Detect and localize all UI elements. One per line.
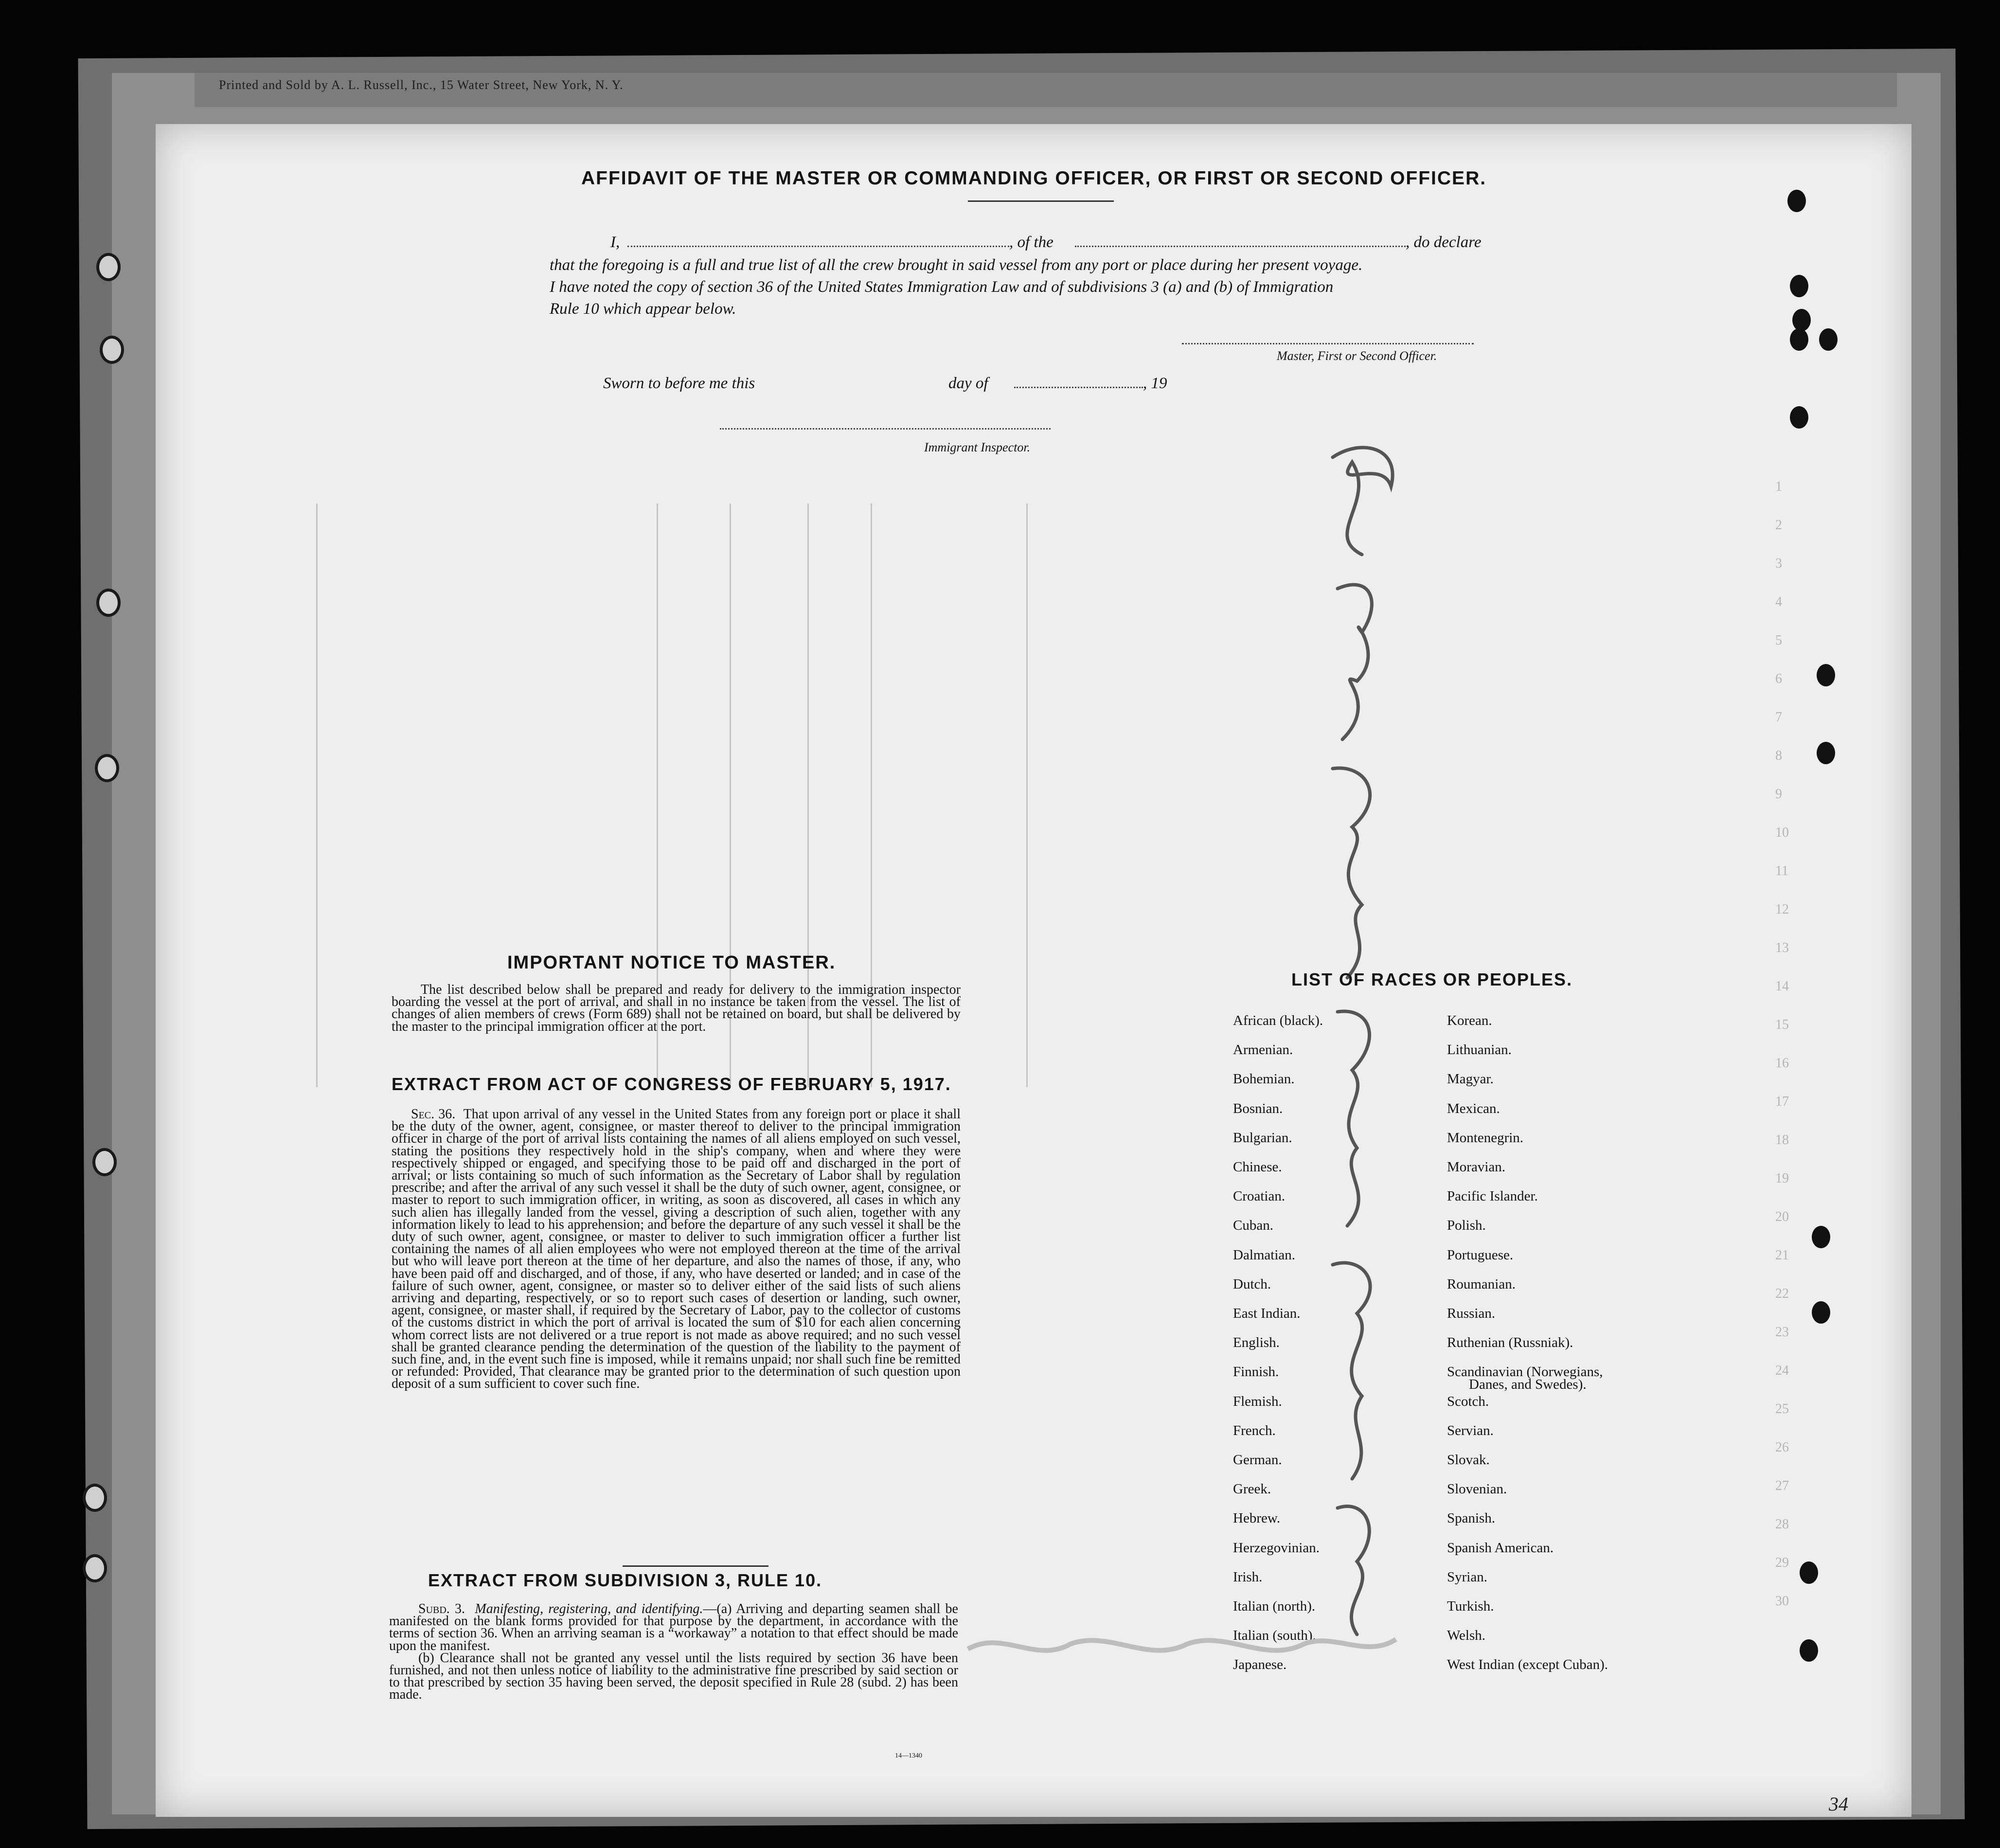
race-right-item: Montenegrin. <box>1447 1130 1524 1146</box>
race-right-item: Syrian. <box>1447 1569 1487 1585</box>
race-left-item: German. <box>1233 1452 1282 1468</box>
race-left-item: Bulgarian. <box>1233 1130 1292 1146</box>
race-right-item: Portuguese. <box>1447 1247 1514 1263</box>
race-left-item: Japanese. <box>1233 1657 1287 1673</box>
margin-row-number: 8 <box>1775 748 1782 763</box>
margin-row-number: 9 <box>1775 787 1782 802</box>
bleed-through-line <box>316 503 318 1087</box>
sworn-label: Sworn to before me this <box>603 375 755 392</box>
race-right-item: Spanish American. <box>1447 1540 1554 1556</box>
race-right-item: Danes, and Swedes). <box>1469 1376 1587 1392</box>
race-right-item: Ruthenian (Russniak). <box>1447 1335 1573 1351</box>
race-left-item: Irish. <box>1233 1569 1263 1585</box>
race-right-item: Servian. <box>1447 1422 1494 1438</box>
margin-row-number: 28 <box>1775 1517 1789 1532</box>
master-signature-blank[interactable] <box>1182 343 1474 344</box>
binding-hole-icon <box>92 1148 117 1176</box>
printer-imprint: Printed and Sold by A. L. Russell, Inc., 15 Water Street, New York, N. Y. <box>219 78 624 92</box>
margin-row-number: 3 <box>1775 556 1782 571</box>
punch-hole-icon <box>1787 190 1806 212</box>
margin-row-number: 26 <box>1775 1440 1789 1455</box>
race-right-item: Welsh. <box>1447 1628 1486 1644</box>
document-page <box>156 124 1911 1817</box>
notice-title: IMPORTANT NOTICE TO MASTER. <box>507 952 836 973</box>
subdivision-para-a: —(a) Arriving and departing seamen shall be manifested on the blank forms provided for that purpose by the department, in accordance with the terms of section 36. When an arriving seaman is a “workaway” a notation to that effect should be made upon the manifest. <box>389 1601 958 1653</box>
race-right-item: Scandinavian (Norwegians, <box>1447 1364 1603 1380</box>
affidavit-of-the-label: , of the <box>1009 233 1054 251</box>
race-right-item: Turkish. <box>1447 1598 1494 1614</box>
extract-act-title: EXTRACT FROM ACT OF CONGRESS OF FEBRUARY 5, 1917. <box>392 1074 951 1094</box>
margin-row-number: 10 <box>1775 825 1789 840</box>
extract-rule-body <box>389 1603 958 1701</box>
race-left-item: African (black). <box>1233 1013 1323 1028</box>
punch-hole-icon <box>1790 406 1808 429</box>
binding-hole-icon <box>83 1484 107 1512</box>
margin-row-number: 13 <box>1775 940 1789 955</box>
name-blank[interactable] <box>627 246 1009 247</box>
margin-row-number: 5 <box>1775 633 1782 648</box>
punch-hole-icon <box>1792 309 1811 331</box>
race-left-item: Dalmatian. <box>1233 1247 1296 1263</box>
punch-hole-icon <box>1817 742 1835 764</box>
margin-row-number: 21 <box>1775 1248 1789 1263</box>
margin-row-number: 24 <box>1775 1363 1789 1378</box>
subdivision-label: Subd. 3. <box>418 1601 465 1616</box>
race-right-item: Mexican. <box>1447 1100 1500 1116</box>
margin-row-number: 16 <box>1775 1056 1789 1071</box>
race-right-item: Spanish. <box>1447 1510 1496 1526</box>
extract-act-body <box>392 1108 961 1390</box>
margin-row-number: 14 <box>1775 979 1789 994</box>
punch-hole-icon <box>1800 1639 1818 1662</box>
race-left-item: Cuban. <box>1233 1218 1273 1234</box>
affidavit-declare-label: , do declare <box>1406 233 1482 251</box>
margin-row-number: 19 <box>1775 1171 1789 1186</box>
punch-hole-icon <box>1812 1226 1830 1248</box>
bleed-through-line <box>1026 503 1028 1087</box>
margin-row-number: 15 <box>1775 1017 1789 1032</box>
race-right-item: Pacific Islander. <box>1447 1188 1538 1204</box>
subdivision-para-b: (b) Clearance shall not be granted any vessel until the lists required by section 36 have been furnished, and not then unless notice of liability to the administrative fine prescribed by said section or to that prescribed by section 35 having been served, the deposit specified in Rule 28 (subd. 2) has been made. <box>389 1650 958 1703</box>
margin-row-number: 17 <box>1775 1094 1789 1109</box>
race-left-item: Dutch. <box>1233 1276 1271 1292</box>
margin-row-number: 11 <box>1775 863 1788 879</box>
race-right-item: Scotch. <box>1447 1393 1489 1409</box>
race-right-item: West Indian (except Cuban). <box>1447 1657 1608 1673</box>
races-title: LIST OF RACES OR PEOPLES. <box>1291 969 1573 989</box>
corner-page-mark: 34 <box>1829 1793 1848 1815</box>
affidavit-line-4: Rule 10 which appear below. <box>550 300 736 318</box>
race-right-item: Slovak. <box>1447 1452 1490 1468</box>
title-rule <box>968 200 1114 202</box>
race-left-item: Herzegovinian. <box>1233 1540 1320 1556</box>
inspector-signature-label: Immigrant Inspector. <box>924 440 1031 454</box>
race-left-item: Armenian. <box>1233 1042 1293 1058</box>
subdivision-heading: Manifesting, registering, and identifying. <box>475 1601 703 1616</box>
bottom-scrawl-mark <box>963 1620 1401 1673</box>
form-number: 14—1340 <box>895 1752 922 1759</box>
margin-row-number: 7 <box>1775 710 1782 725</box>
race-left-item: Finnish. <box>1233 1364 1279 1380</box>
race-left-item: Chinese. <box>1233 1159 1282 1175</box>
affidavit-title: AFFIDAVIT OF THE MASTER OR COMMANDING OFFICER, OR FIRST OR SECOND OFFICER. <box>581 168 1487 189</box>
race-left-item: Italian (north). <box>1233 1598 1316 1614</box>
race-left-item: Croatian. <box>1233 1188 1286 1204</box>
binding-hole-icon <box>100 336 124 364</box>
margin-row-number: 18 <box>1775 1132 1789 1148</box>
margin-row-number: 22 <box>1775 1286 1789 1301</box>
margin-row-number: 27 <box>1775 1478 1789 1493</box>
race-left-item: Bohemian. <box>1233 1071 1295 1087</box>
binding-hole-icon <box>95 754 119 782</box>
race-right-item: Lithuanian. <box>1447 1042 1512 1058</box>
race-left-item: French. <box>1233 1422 1276 1438</box>
margin-row-number: 6 <box>1775 671 1782 686</box>
extract-rule-title: EXTRACT FROM SUBDIVISION 3, RULE 10. <box>428 1570 822 1590</box>
race-left-item: Hebrew. <box>1233 1510 1281 1526</box>
race-left-item: Bosnian. <box>1233 1100 1283 1116</box>
race-right-item: Magyar. <box>1447 1071 1494 1087</box>
margin-row-number: 23 <box>1775 1325 1789 1340</box>
punch-hole-icon <box>1800 1561 1818 1584</box>
binding-hole-icon <box>83 1554 107 1582</box>
race-left-item: East Indian. <box>1233 1306 1301 1321</box>
race-left-item: Italian (south). <box>1233 1628 1316 1644</box>
margin-row-number: 1 <box>1775 479 1782 494</box>
punch-hole-icon <box>1817 664 1835 686</box>
section-divider <box>623 1565 768 1567</box>
section-36-text: That upon arrival of any vessel in the United States from any foreign port or place it shall be the duty of the owner, agent, consignee, or master thereof to deliver to the principal immigration officer in charge of the port of arrival lists containing the names of all aliens employed on such vessel, stating the positions they respectively hold in the ship's company, when and where they were respectively shipped or engaged, and specifying those to be paid off and discharged in the port of arrival; or lists containing so much of such information as the Secretary of Labor shall by regulation prescribe; and after the arrival of any such vessel it shall be the duty of such owner, agent, consignee, or master to report to such immigration officer, in writing, as soon as discovered, all cases in which any such alien has illegally landed from the vessel, giving a description of such alien, together with any information likely to lead to his apprehension; and before the departure of any such vessel it shall be the duty of such owner, agent, consignee, or master to deliver to such immigration officer a further list containing the names of all alien employees who were not employed thereon at the time of the arrival but who will leave port thereon at the time of her departure, and also the names of those, if any, who have been paid off and discharged, and of those, if any, who have deserted or landed; and in case of the failure of such owner, agent, consignee, or master so to deliver either of the said lists of such aliens arriving and departing, respectively, or so to report such cases of desertion or landing, such owner, agent, consignee, or master shall, if required by the Secretary of Labor, pay to the collector of customs of the customs district in which the port of arrival is located the sum of $10 for each alien concerning whom correct lists are not delivered or a true report is not made as above required; and no such vessel shall be granted clearance pending the determination of the question of the liability to the payment of such fine, and, in the event such fine is imposed, while it remains unpaid; nor shall such fine be remitted or refunded: Provided, That clearance may be granted prior to the determination of such question upon deposit of a sum sufficient to cover such fine. <box>392 1107 961 1392</box>
race-left-item: English. <box>1233 1335 1280 1351</box>
margin-row-number: 12 <box>1775 902 1789 917</box>
affidavit-line-2: that the foregoing is a full and true list of all the crew brought in said vessel from any port or place during her present voyage. <box>550 256 1363 274</box>
punch-hole-icon <box>1790 328 1808 351</box>
punch-hole-icon <box>1819 328 1838 351</box>
inspector-signature-blank[interactable] <box>720 428 1051 430</box>
year-label: , 19 <box>1143 375 1167 392</box>
day-of-label: day of <box>948 375 988 392</box>
section-label: Sec. 36. <box>411 1107 456 1122</box>
affidavit-line-3: I have noted the copy of section 36 of the United States Immigration Law and of subdivisions 3 (a) and (b) of Immigration <box>550 278 1334 296</box>
race-right-item: Roumanian. <box>1447 1276 1516 1292</box>
affidavit-i-label: I, <box>610 233 620 251</box>
vessel-blank[interactable] <box>1075 246 1406 247</box>
race-right-item: Russian. <box>1447 1306 1496 1321</box>
punch-hole-icon <box>1812 1301 1830 1324</box>
master-signature-label: Master, First or Second Officer. <box>1277 349 1437 363</box>
race-right-item: Polish. <box>1447 1218 1486 1234</box>
race-left-item: Greek. <box>1233 1481 1271 1497</box>
margin-row-number: 30 <box>1775 1594 1789 1609</box>
race-right-item: Moravian. <box>1447 1159 1505 1175</box>
margin-row-number: 20 <box>1775 1209 1789 1224</box>
race-right-item: Slovenian. <box>1447 1481 1507 1497</box>
notice-text: The list described below shall be prepared and ready for delivery to the immigration inspector boarding the vessel at the port of arrival, and shall in no instance be taken from the vessel. The list of changes of alien members of crews (Form 689) shall not be retained on board, but shall be delivered by the master to the principal immigration officer at the port. <box>392 982 961 1034</box>
binding-hole-icon <box>96 253 121 281</box>
margin-row-number: 2 <box>1775 518 1782 533</box>
margin-row-number: 4 <box>1775 594 1782 610</box>
race-right-item: Korean. <box>1447 1013 1492 1028</box>
sworn-month-blank[interactable] <box>1014 387 1143 388</box>
binding-hole-icon <box>96 589 121 617</box>
race-left-item: Flemish. <box>1233 1393 1282 1409</box>
handwritten-ditto-marks <box>1304 428 1420 1644</box>
margin-row-number: 25 <box>1775 1401 1789 1417</box>
margin-row-number: 29 <box>1775 1555 1789 1570</box>
punch-hole-icon <box>1790 275 1808 297</box>
